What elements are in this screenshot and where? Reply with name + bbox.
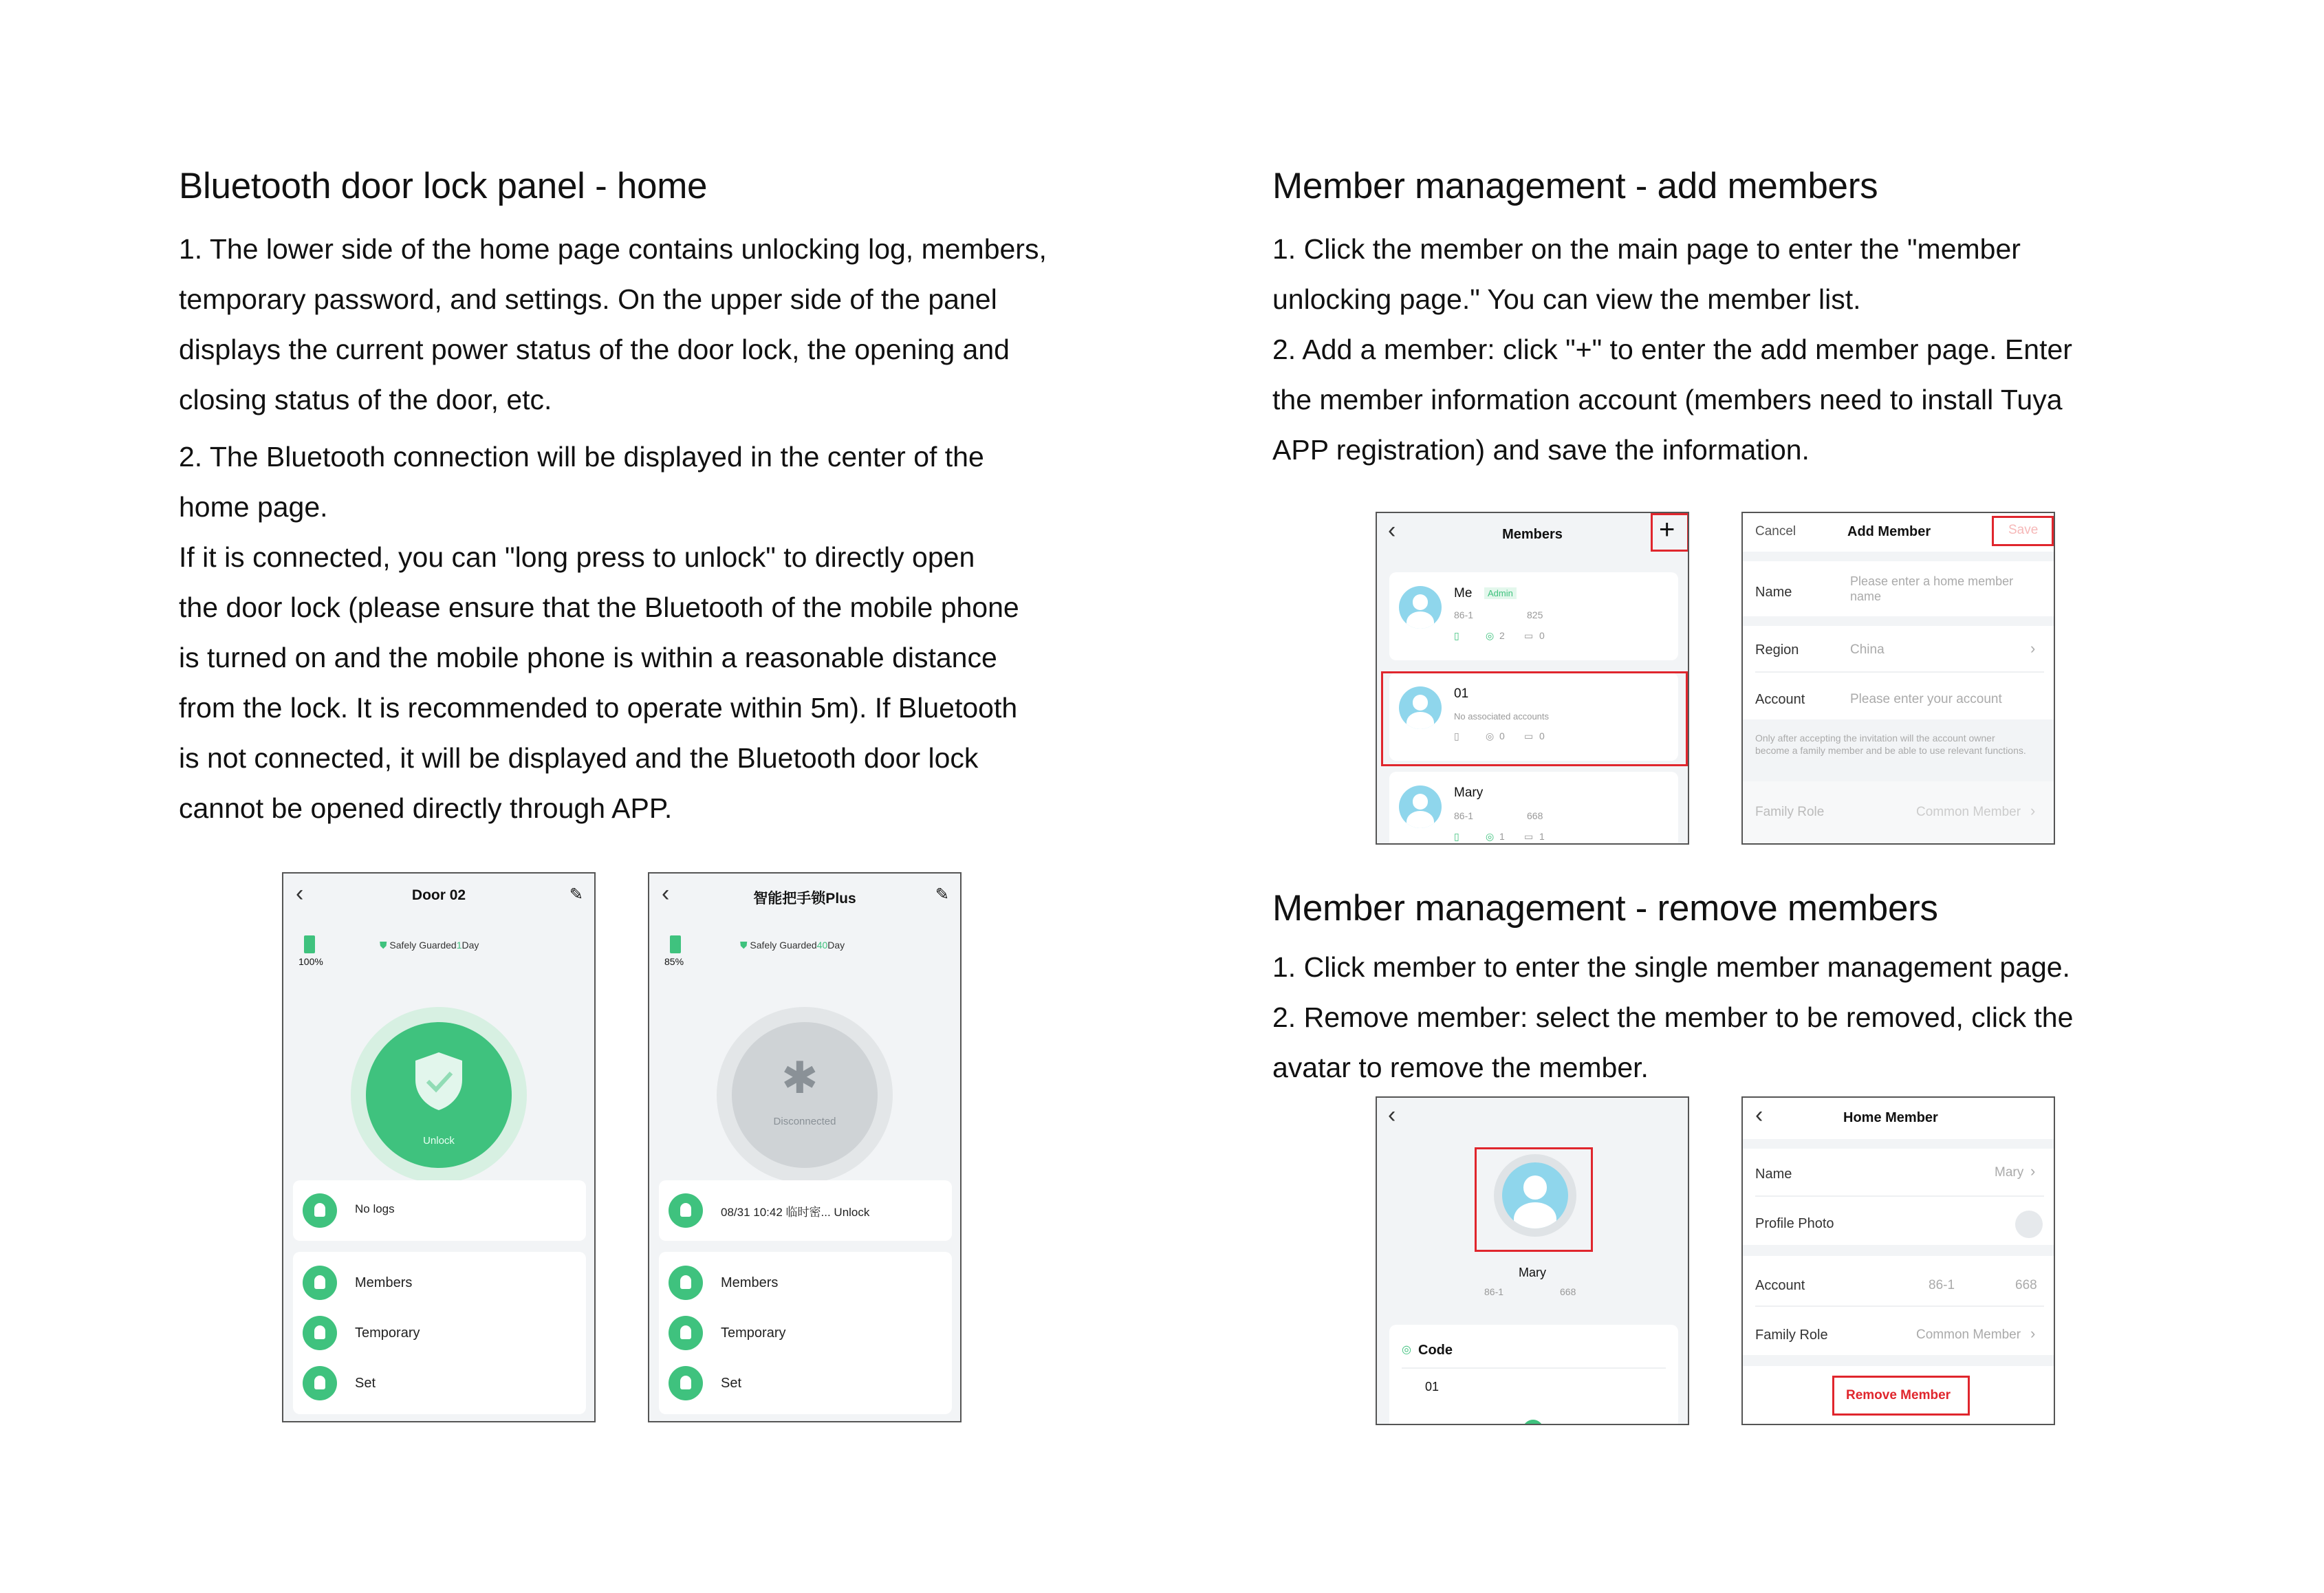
add-code-icon[interactable] — [1523, 1420, 1543, 1425]
screen-title: Add Member — [1847, 524, 1931, 539]
code-icon: ◎ — [1402, 1344, 1411, 1356]
chevron-right-icon: › — [2030, 1162, 2036, 1180]
member-highlight — [1381, 671, 1688, 766]
battery-level: 100% — [298, 956, 323, 967]
door-home-screen-connected — [282, 872, 596, 1422]
screen-title: Home Member — [1843, 1110, 1938, 1125]
add-members-paragraph — [1272, 224, 2180, 475]
back-icon[interactable]: ‹ — [662, 880, 670, 907]
text-line: If it is connected, you can "long press to unlock" to directly open — [179, 541, 975, 573]
text-line: unlocking page." You can view the member list. — [1272, 283, 1861, 315]
code-title: Code — [1418, 1343, 1453, 1358]
left-heading: Bluetooth door lock panel - home — [179, 166, 708, 206]
menu-set[interactable]: Set — [355, 1376, 376, 1391]
log-card[interactable] — [293, 1180, 586, 1241]
code-count: 1 — [1499, 831, 1505, 842]
remove-members-heading: Member management - remove members — [1272, 888, 1938, 929]
text-line: closing status of the door, etc. — [179, 384, 552, 415]
account-label: Account — [1755, 1278, 1805, 1293]
save-button[interactable]: Save — [2008, 523, 2039, 537]
screen-title: 智能把手锁Plus — [753, 891, 856, 907]
cancel-button[interactable]: Cancel — [1755, 524, 1796, 539]
menu-temporary[interactable]: Temporary — [721, 1325, 786, 1341]
code-count: 2 — [1499, 630, 1505, 641]
family-role-label: Family Role — [1755, 1328, 1828, 1343]
member-account: 668 — [1527, 810, 1543, 821]
phone-icon: ▯ — [1454, 831, 1459, 842]
divider — [1743, 1139, 2054, 1149]
family-role-value[interactable]: Common Member — [1916, 1328, 2021, 1342]
menu-members[interactable]: Members — [721, 1275, 779, 1290]
name-value[interactable]: Mary — [1995, 1165, 2024, 1180]
phone-icon: ▯ — [1454, 630, 1459, 641]
card-count: 1 — [1539, 831, 1545, 842]
member-item[interactable] — [1389, 572, 1678, 660]
text-line: 2. Remove member: select the member to be removed, click the — [1272, 1001, 2074, 1033]
family-role-value: Common Member — [1916, 805, 2021, 819]
guard-status: ⛊ Safely Guarded40Day — [740, 940, 845, 951]
members-icon — [669, 1266, 703, 1300]
member-detail-screen — [1376, 1096, 1689, 1425]
home-member-screen — [1741, 1096, 2055, 1425]
temporary-icon — [303, 1316, 337, 1350]
log-card[interactable] — [659, 1180, 952, 1241]
code-count-icon: ◎ — [1486, 630, 1495, 641]
text-line: 2. Add a member: click "+" to enter the add member page. Enter — [1272, 334, 2072, 365]
invitation-note: Only after accepting the invitation will the account owner become a family member and be able to use relevant functions. — [1755, 733, 2026, 756]
text-line: is not connected, it will be displayed and the Bluetooth door lock — [179, 742, 979, 774]
account-label: Account — [1755, 692, 1805, 707]
profile-photo-thumb[interactable] — [2015, 1211, 2043, 1238]
divider — [1755, 671, 2044, 673]
log-text: 08/31 10:42 临时密... Unlock — [721, 1206, 870, 1219]
bell-icon — [303, 1193, 337, 1228]
log-text: No logs — [355, 1202, 395, 1215]
member-name: 01 — [1454, 686, 1469, 701]
card-count-icon: ▭ — [1524, 831, 1534, 842]
avatar-highlight — [1475, 1147, 1593, 1252]
account-number: 668 — [2015, 1278, 2037, 1292]
text-line: 2. The Bluetooth connection will be displayed in the center of the — [179, 441, 984, 473]
chevron-right-icon: › — [2030, 640, 2036, 657]
add-member-screen — [1741, 512, 2055, 845]
divider — [1743, 1355, 2054, 1366]
members-icon — [303, 1266, 337, 1300]
phone-icon: ▯ — [1454, 730, 1459, 741]
member-region: 86-1 — [1454, 609, 1474, 620]
avatar — [1399, 785, 1442, 828]
divider — [1402, 1367, 1666, 1369]
region-label: Region — [1755, 642, 1799, 658]
card-count-icon: ▭ — [1524, 730, 1534, 741]
divider — [1743, 1245, 2054, 1256]
text-line: APP registration) and save the information. — [1272, 434, 1810, 466]
member-name: Mary — [1454, 785, 1484, 800]
menu-temporary[interactable]: Temporary — [355, 1325, 420, 1341]
battery-icon — [304, 935, 315, 953]
guard-status: ⛊ Safely Guarded1Day — [380, 940, 479, 951]
text-line: 1. Click member to enter the single member management page. — [1272, 951, 2070, 983]
account-input[interactable]: Please enter your account — [1850, 692, 2002, 706]
shield-small-icon: ⛊ — [740, 940, 748, 951]
settings-icon — [303, 1366, 337, 1400]
door-home-screen-disconnected — [648, 872, 962, 1422]
divider — [1743, 552, 2054, 561]
battery-icon — [670, 935, 681, 953]
text-line: temporary password, and settings. On the upper side of the panel — [179, 283, 997, 315]
card-count: 0 — [1539, 630, 1545, 641]
text-line: avatar to remove the member. — [1272, 1052, 1649, 1083]
text-line: from the lock. It is recommended to operate within 5m). If Bluetooth — [179, 692, 1018, 724]
text-line: 1. The lower side of the home page contains unlocking log, members, — [179, 233, 1047, 265]
member-account: 668 — [1560, 1286, 1576, 1297]
chevron-right-icon: › — [2030, 802, 2036, 819]
connect-button[interactable] — [732, 1022, 878, 1168]
text-line: the door lock (please ensure that the Bluetooth of the mobile phone — [179, 592, 1019, 623]
member-item[interactable] — [1389, 772, 1678, 845]
screen-title: Door 02 — [411, 887, 466, 903]
back-icon[interactable]: ‹ — [1755, 1102, 1763, 1128]
text-line: home page. — [179, 491, 328, 523]
shield-icon — [411, 1050, 466, 1113]
remove-members-paragraph — [1272, 942, 2180, 1093]
member-name: Mary — [1519, 1266, 1546, 1279]
region-value[interactable]: China — [1850, 642, 1885, 657]
text-line: displays the current power status of the door lock, the opening and — [179, 334, 1010, 365]
menu-card — [293, 1252, 586, 1414]
account-region: 86-1 — [1929, 1278, 1955, 1292]
family-role-label: Family Role — [1755, 805, 1825, 819]
chevron-right-icon: › — [2030, 1325, 2036, 1342]
member-region: 86-1 — [1454, 810, 1474, 821]
menu-card — [659, 1252, 952, 1414]
menu-set[interactable]: Set — [721, 1376, 742, 1391]
admin-badge: Admin — [1484, 587, 1517, 599]
profile-photo-label: Profile Photo — [1755, 1216, 1834, 1231]
bell-icon — [669, 1193, 703, 1228]
edit-icon[interactable]: ✎ — [569, 885, 583, 904]
member-account-status: No associated accounts — [1454, 711, 1550, 722]
shield-small-icon: ⛊ — [380, 940, 387, 951]
connection-status: Disconnected — [773, 1116, 836, 1127]
remove-member-button[interactable]: Remove Member — [1845, 1388, 1951, 1402]
divider — [1755, 1305, 2044, 1307]
settings-icon — [669, 1366, 703, 1400]
members-list-screen — [1376, 512, 1689, 845]
code-count-icon: ◎ — [1486, 730, 1495, 741]
battery-level: 85% — [664, 956, 684, 967]
member-region: 86-1 — [1484, 1286, 1504, 1297]
card-count: 0 — [1539, 730, 1545, 741]
back-icon[interactable]: ‹ — [296, 880, 304, 907]
divider — [1743, 616, 2054, 626]
back-icon[interactable]: ‹ — [1388, 517, 1396, 543]
text-line: 1. Click the member on the main page to enter the "member — [1272, 233, 2021, 265]
add-members-heading: Member management - add members — [1272, 166, 1878, 206]
add-member-button[interactable]: + — [1659, 514, 1675, 545]
member-account: 825 — [1527, 609, 1543, 620]
avatar — [1399, 586, 1442, 629]
divider — [1755, 1195, 2044, 1197]
name-input[interactable]: Please enter a home member name — [1850, 574, 2014, 603]
bluetooth-off-icon: ✱ — [781, 1053, 818, 1103]
code-value[interactable]: 01 — [1425, 1380, 1440, 1394]
left-paragraph — [179, 224, 1087, 834]
name-label: Name — [1755, 585, 1792, 600]
member-name: Me — [1454, 586, 1473, 600]
screen-title: Members — [1502, 527, 1563, 542]
text-line: the member information account (members need to install Tuya — [1272, 384, 2063, 415]
edit-icon[interactable]: ✎ — [935, 885, 949, 904]
text-line: is turned on and the mobile phone is within a reasonable distance — [179, 642, 997, 673]
text-line: cannot be opened directly through APP. — [179, 792, 673, 824]
card-count-icon: ▭ — [1524, 630, 1534, 641]
unlock-label: Unlock — [423, 1135, 455, 1147]
back-icon[interactable]: ‹ — [1388, 1102, 1396, 1128]
code-card — [1389, 1325, 1678, 1425]
temporary-icon — [669, 1316, 703, 1350]
code-count: 0 — [1499, 730, 1505, 741]
name-label: Name — [1755, 1167, 1792, 1182]
menu-members[interactable]: Members — [355, 1275, 413, 1290]
unlock-button[interactable] — [366, 1022, 512, 1168]
code-count-icon: ◎ — [1486, 831, 1495, 842]
